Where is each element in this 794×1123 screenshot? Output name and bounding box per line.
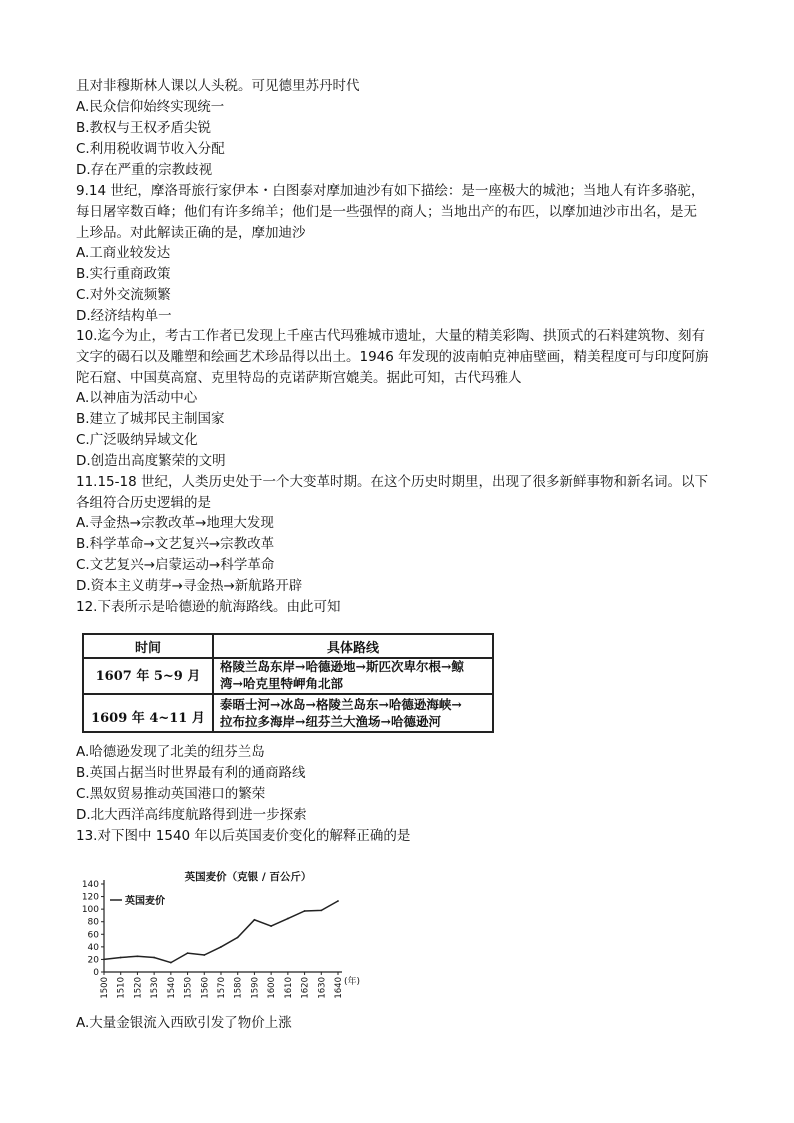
q9-option-c: C.对外交流频繁 bbox=[76, 287, 171, 303]
data-point bbox=[220, 946, 222, 948]
x-tick-label: 1510 bbox=[116, 977, 127, 999]
x-tick-label: 1600 bbox=[267, 977, 278, 999]
y-tick-label: 0 bbox=[93, 968, 99, 978]
data-point bbox=[203, 954, 205, 956]
q8-option-d: D.存在严重的宗教歧视 bbox=[76, 162, 213, 178]
q11-stem-line2: 各组符合历史逻辑的是 bbox=[76, 495, 211, 511]
wheat-price-chart bbox=[76, 854, 366, 1002]
q10-option-d: D.创造出高度繁荣的文明 bbox=[76, 453, 226, 469]
y-tick-label: 60 bbox=[87, 930, 99, 941]
x-axis-label: (年) bbox=[344, 977, 361, 987]
x-tick-label: 1580 bbox=[233, 977, 244, 999]
q12-option-c: C.黑奴贸易推动英国港口的繁荣 bbox=[76, 786, 266, 802]
table-row2-time: 1609 年 4~11 月 bbox=[91, 711, 205, 726]
x-tick-label: 1540 bbox=[166, 977, 177, 999]
q8-stem-tail: 且对非穆斯林人课以人头税。可见德里苏丹时代 bbox=[76, 78, 360, 94]
y-tick-label: 20 bbox=[87, 955, 99, 966]
data-point bbox=[304, 910, 306, 912]
data-point bbox=[137, 955, 139, 957]
x-tick-label: 1520 bbox=[133, 977, 144, 999]
q12-stem: 12.下表所示是哈德逊的航海路线。由此可知 bbox=[76, 599, 341, 615]
data-point bbox=[170, 962, 172, 964]
q11-stem-line1: 11.15-18 世纪，人类历史处于一个大变革时期。在这个历史时期里，出现了很多新鲜事物和新名词。以下 bbox=[76, 474, 708, 490]
chart-title: 英国麦价（克银 / 百公斤） bbox=[184, 871, 312, 883]
q11-option-a: A.寻金热→宗教改革→地理大发现 bbox=[76, 515, 274, 531]
table-row1-route-line1: 格陵兰岛东岸→哈德逊地→斯匹次卑尔根→鲸 bbox=[220, 659, 464, 674]
q11-option-b: B.科学革命→文艺复兴→宗教改革 bbox=[76, 536, 275, 552]
x-tick-label: 1630 bbox=[317, 977, 328, 999]
data-point bbox=[237, 937, 239, 939]
q10-stem-line3: 陀石窟、中国莫高窟、克里特岛的克诺萨斯宫媲美。据此可知，古代玛雅人 bbox=[76, 370, 522, 386]
q10-stem-line1: 10.迄今为止，考古工作者已发现上千座古代玛雅城市遗址，大量的精美彩陶、拱顶式的石料建筑物、刻有 bbox=[76, 328, 705, 344]
q9-option-d: D.经济结构单一 bbox=[76, 308, 172, 324]
x-tick-label: 1550 bbox=[183, 977, 194, 999]
data-point bbox=[103, 959, 105, 961]
data-point bbox=[337, 900, 339, 902]
y-tick-label: 120 bbox=[81, 892, 99, 903]
x-tick-label: 1570 bbox=[217, 977, 227, 999]
y-tick-label: 40 bbox=[87, 942, 99, 953]
q8-option-b: B.教权与王权矛盾尖锐 bbox=[76, 120, 212, 136]
q12-option-b: B.英国占据当时世界最有利的通商路线 bbox=[76, 765, 306, 781]
q13-stem: 13.对下图中 1540 年以后英国麦价变化的解释正确的是 bbox=[76, 828, 411, 844]
q10-option-b: B.建立了城邦民主制国家 bbox=[76, 411, 225, 427]
y-tick-label: 140 bbox=[81, 880, 99, 890]
q11-option-d: D.资本主义萌芽→寻金热→新航路开辟 bbox=[76, 578, 303, 594]
x-tick-label: 1640 bbox=[334, 977, 344, 999]
data-point bbox=[153, 957, 155, 959]
table-divider-horizontal bbox=[84, 693, 492, 695]
data-point bbox=[120, 957, 122, 959]
data-point bbox=[270, 925, 272, 927]
q9-stem-line3: 上珍品。对此解读正确的是，摩加迪沙 bbox=[76, 225, 306, 241]
x-tick-label: 1610 bbox=[283, 977, 294, 999]
q10-option-a: A.以神庙为活动中心 bbox=[76, 390, 198, 406]
x-tick-label: 1530 bbox=[150, 977, 161, 999]
table-row1-route-line2: 湾→哈克里特岬角北部 bbox=[220, 676, 343, 691]
table-header-time: 时间 bbox=[134, 641, 161, 656]
q8-option-c: C.利用税收调节收入分配 bbox=[76, 141, 225, 157]
q13-option-a: A.大量金银流入西欧引发了物价上涨 bbox=[76, 1015, 292, 1031]
y-tick-label: 100 bbox=[81, 905, 99, 916]
q9-option-b: B.实行重商政策 bbox=[76, 266, 171, 282]
x-tick-label: 1620 bbox=[300, 977, 311, 999]
q11-option-c: C.文艺复兴→启蒙运动→科学革命 bbox=[76, 557, 275, 573]
table-row1-time: 1607 年 5~9 月 bbox=[95, 669, 201, 684]
table-row2-route-line2: 拉布拉多海岸→纽芬兰大渔场→哈德逊河 bbox=[220, 714, 441, 729]
x-tick-label: 1560 bbox=[200, 977, 211, 999]
table-header-route: 具体路线 bbox=[326, 641, 379, 656]
hudson-route-table bbox=[82, 633, 494, 733]
table-row2-route-line1: 泰晤士河→冰岛→格陵兰岛东→哈德逊海峡→ bbox=[220, 697, 462, 712]
x-tick-label: 1590 bbox=[250, 977, 261, 999]
data-point bbox=[254, 919, 256, 921]
q10-option-c: C.广泛吸纳异域文化 bbox=[76, 432, 198, 448]
legend-label: 英国麦价 bbox=[125, 896, 165, 907]
q9-option-a: A.工商业较发达 bbox=[76, 245, 171, 261]
x-tick-label: 1500 bbox=[100, 977, 110, 999]
q12-option-d: D.北大西洋高纬度航路得到进一步探索 bbox=[76, 807, 307, 823]
q9-stem-line1: 9.14 世纪，摩洛哥旅行家伊本・白图泰对摩加迪沙有如下描绘：是一座极大的城池；当地人有许多骆驼， bbox=[76, 183, 705, 199]
q9-stem-line2: 每日屠宰数百峰；他们有许多绵羊；他们是一些强悍的商人；当地出产的布匹，以摩加迪沙市出名，是无 bbox=[76, 204, 697, 220]
data-point bbox=[287, 918, 289, 920]
data-point bbox=[320, 910, 322, 912]
q8-option-a: A.民众信仰始终实现统一 bbox=[76, 99, 225, 115]
q12-option-a: A.哈德逊发现了北美的纽芬兰岛 bbox=[76, 744, 265, 760]
q10-stem-line2: 文字的碣石以及雕塑和绘画艺术珍品得以出土。1946 年发现的波南帕克神庙壁画，精美程度可与印度阿旃 bbox=[76, 349, 709, 365]
y-tick-label: 80 bbox=[87, 917, 99, 928]
data-point bbox=[187, 952, 189, 954]
series-line bbox=[104, 901, 338, 963]
